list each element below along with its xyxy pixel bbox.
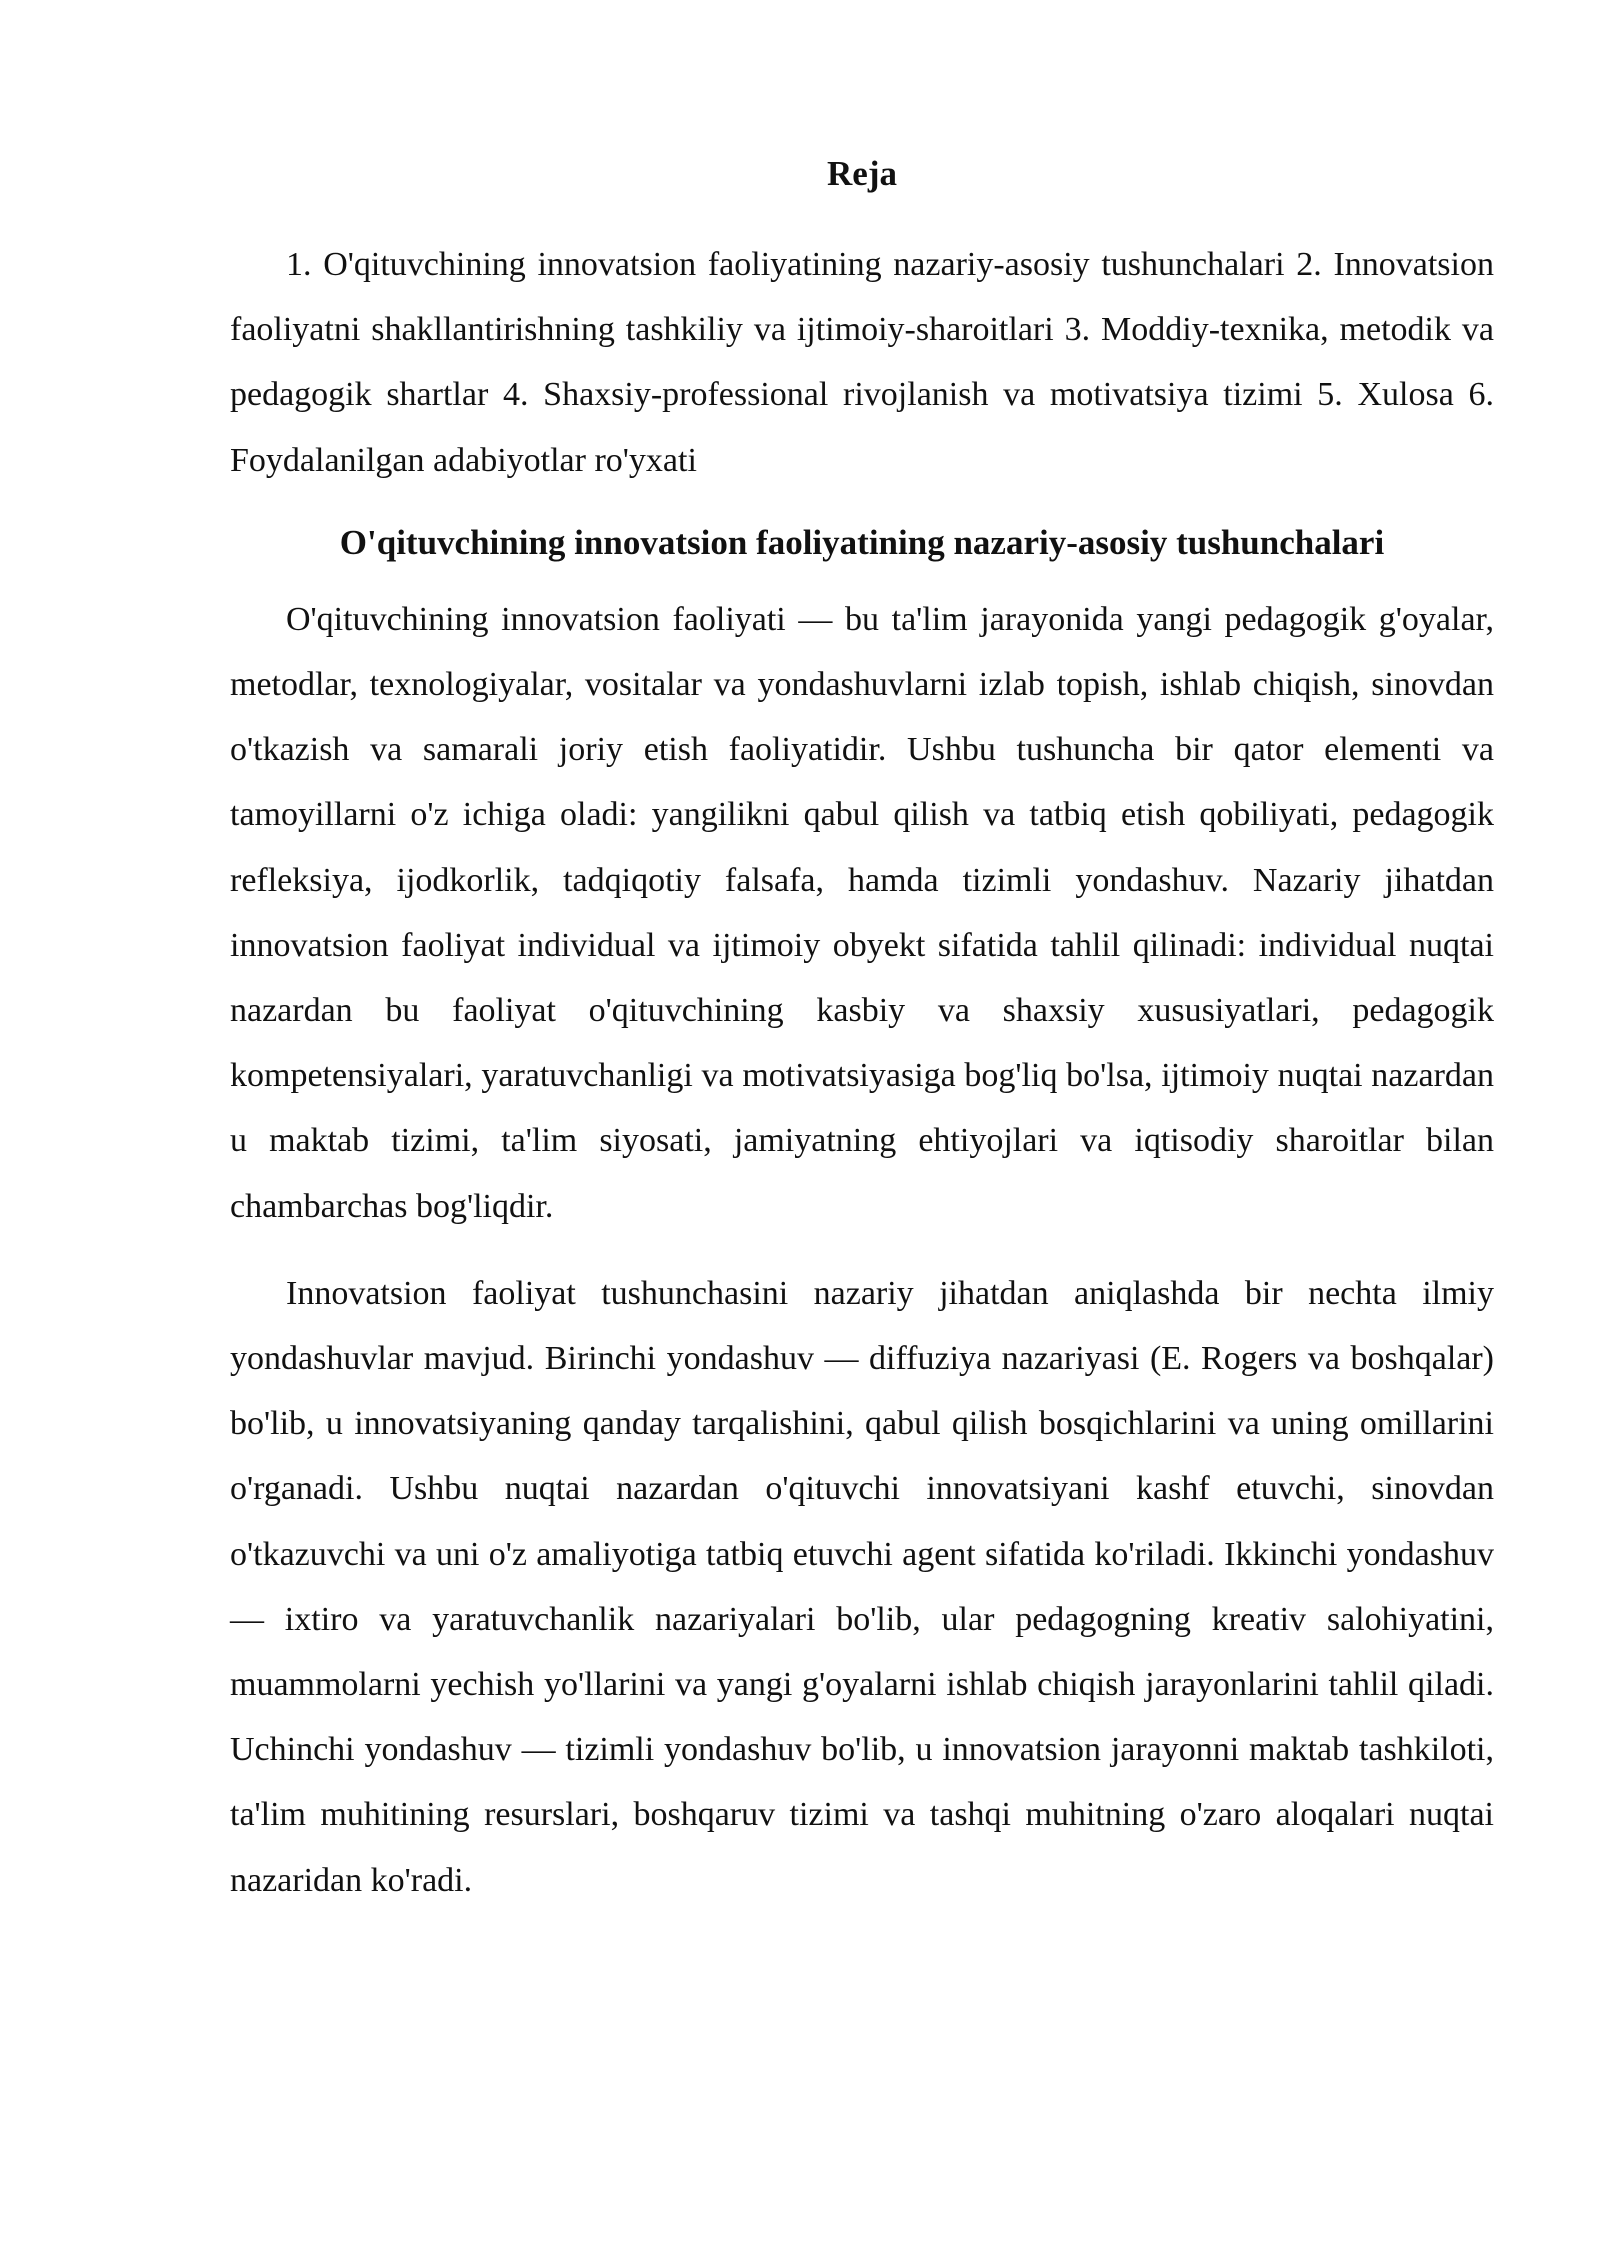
body-paragraph-1: O'qituvchining innovatsion faoliyati — bu ta'lim jarayonida yangi pedagogik g'oyalar, metodlar, texnologiyalar, vositalar va yondashuvlarni izlab topish, ishlab chiqish, sinovdan o'tkazish va samarali joriy etish faoliyatidir. Ushbu tushuncha bir qator elementi va tamoyillarni o'z ichiga oladi: yangilikni qabul qilish va tatbiq etish qobiliyati, pedagogik refleksiya, ijodkorlik, tadqiqotiy falsafa, hamda tizimli yondashuv. Nazariy jihatdan innovatsion faoliyat individual va ijtimoiy obyekt sifatida tahlil qilinadi: individual nuqtai nazardan bu faoliyat o'qituvchining kasbiy va shaxsiy xususiyatlari, pedagogik kompetensiyalari, yaratuvchanligi va motivatsiyasiga bog'liq bo'lsa, ijtimoiy nuqtai nazardan u maktab tizimi, ta'lim siyosati, jamiyatning ehtiyojlari va iqtisodiy sharoitlar bilan chambarchas bog'liqdir.	[230, 600, 1494, 1225]
body-paragraph-2: Innovatsion faoliyat tushunchasini nazariy jihatdan aniqlashda bir nechta ilmiy yondashuvlar mavjud. Birinchi yondashuv — diffuziya nazariyasi (E. Rogers va boshqalar) bo'lib, u innovatsiyaning qanday tarqalishini, qabul qilish bosqichlarini va uning omillarini o'rganadi. Ushbu nuqtai nazardan o'qituvchi innovatsiyani kashf etuvchi, sinovdan o'tkazuvchi va uni o'z amaliyotiga tatbiq etuvchi agent sifatida ko'riladi. Ikkinchi yondashuv — ixtiro va yaratuvchanlik nazariyalari bo'lib, ular pedagogning kreativ salohiyatini, muammolarni yechish yo'llarini va yangi g'oyalarni ishlab chiqish jarayonlarini tahlil qiladi. Uchinchi yondashuv — tizimli yondashuv bo'lib, u innovatsion jarayonni maktab tashkiloti, ta'lim muhitining resurslari, boshqaruv tizimi va tashqi muhitning o'zaro aloqalari nuqtai nazaridan ko'radi.	[230, 1274, 1494, 1899]
section-heading: O'qituvchining innovatsion faoliyatining nazariy-asosiy tushunchalari	[339, 522, 1385, 562]
document-title: Reja	[827, 154, 897, 193]
document-page	[230, 150, 1494, 1913]
plan-list: 1. O'qituvchining innovatsion faoliyatining nazariy-asosiy tushunchalari 2. Innovatsion faoliyatni shakllantirishning tashkiliy va ijtimoiy-sharoitlari 3. Moddiy-texnika, metodik va pedagogik shartlar 4. Shaxsiy-professional rivojlanish va motivatsiya tizimi 5. Xulosa 6. Foydalanilgan adabiyotlar ro'yxati	[230, 246, 1494, 479]
